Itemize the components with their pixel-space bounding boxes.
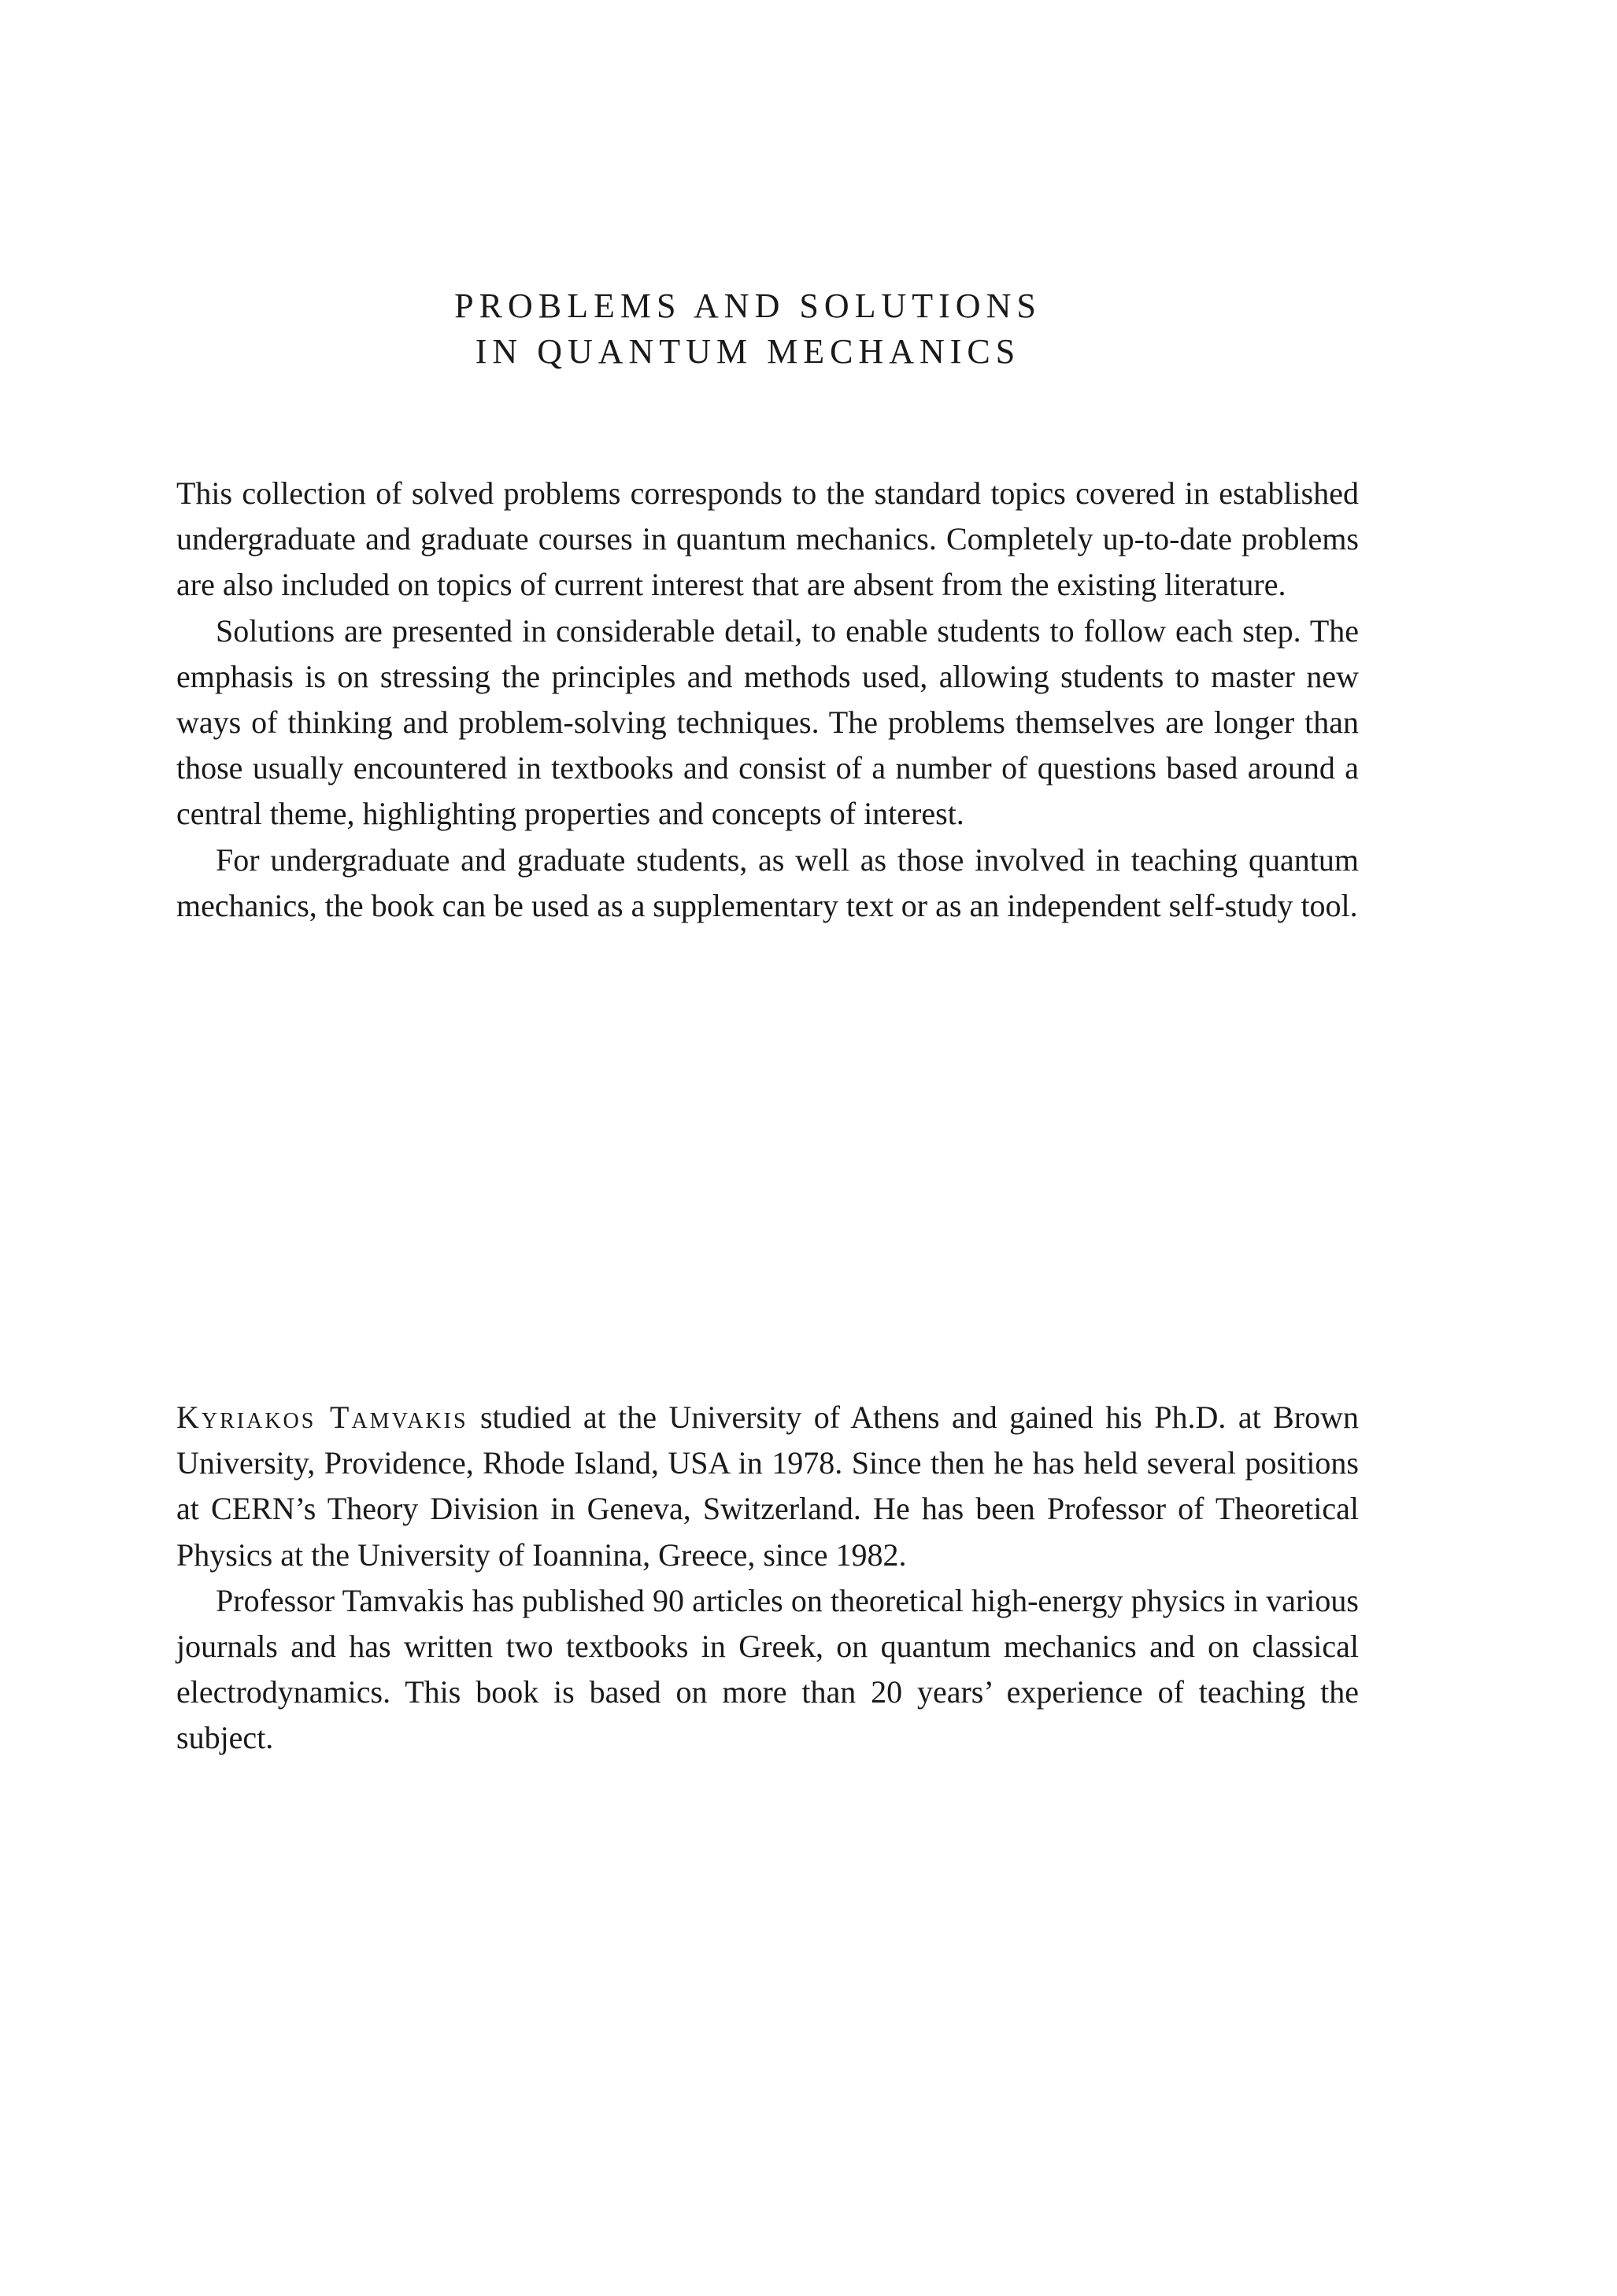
- author-bio-paragraph-1: [176, 1395, 1359, 1578]
- book-title-line-1: PROBLEMS AND SOLUTIONS: [454, 287, 1042, 325]
- description-paragraph-2: Solutions are presented in considerable detail, to enable students to follow each step. The emphasis is on stressing the principles and methods used, allowing students to master new ways of thinking and problem-solving techniques. The problems themselves are longer than those usually encountered in textbooks and consist of a number of questions based around a central theme, highlighting properties and concepts of interest.: [176, 612, 1359, 832]
- book-description: [176, 471, 1359, 929]
- author-bio-intro: studied at the University of Athens and gained his Ph.D. at Brown University, Providence, Rhode Island, USA in 1978. Since then he has held several positions at CERN’s Theory Division in Geneva, Switzerland. He has been Professor of Theoretical Physics at the University of Ioannina, Greece, since 1982.: [176, 1399, 1359, 1573]
- author-biography: [176, 1395, 1359, 1762]
- description-paragraph-1: This collection of solved problems corresponds to the standard topics covered in established undergraduate and graduate courses in quantum mechanics. Completely up-to-date problems are also included on topics of current interest that are absent from the existing literature.: [176, 475, 1359, 603]
- book-title: [0, 283, 1496, 375]
- author-bio-paragraph-2: Professor Tamvakis has published 90 articles on theoretical high-energy physics in various journals and has written two textbooks in Greek, on quantum mechanics and on classical electrodynamics. This book is based on more than 20 years’ experience of teaching the subject.: [176, 1582, 1359, 1756]
- author-name: Kyriakos Tamvakis: [176, 1399, 468, 1435]
- description-paragraph-3: For undergraduate and graduate students, as well as those involved in teaching quantum mechanics, the book can be used as a supplementary text or as an independent self-study tool.: [176, 841, 1359, 923]
- book-title-line-2: IN QUANTUM MECHANICS: [475, 332, 1021, 371]
